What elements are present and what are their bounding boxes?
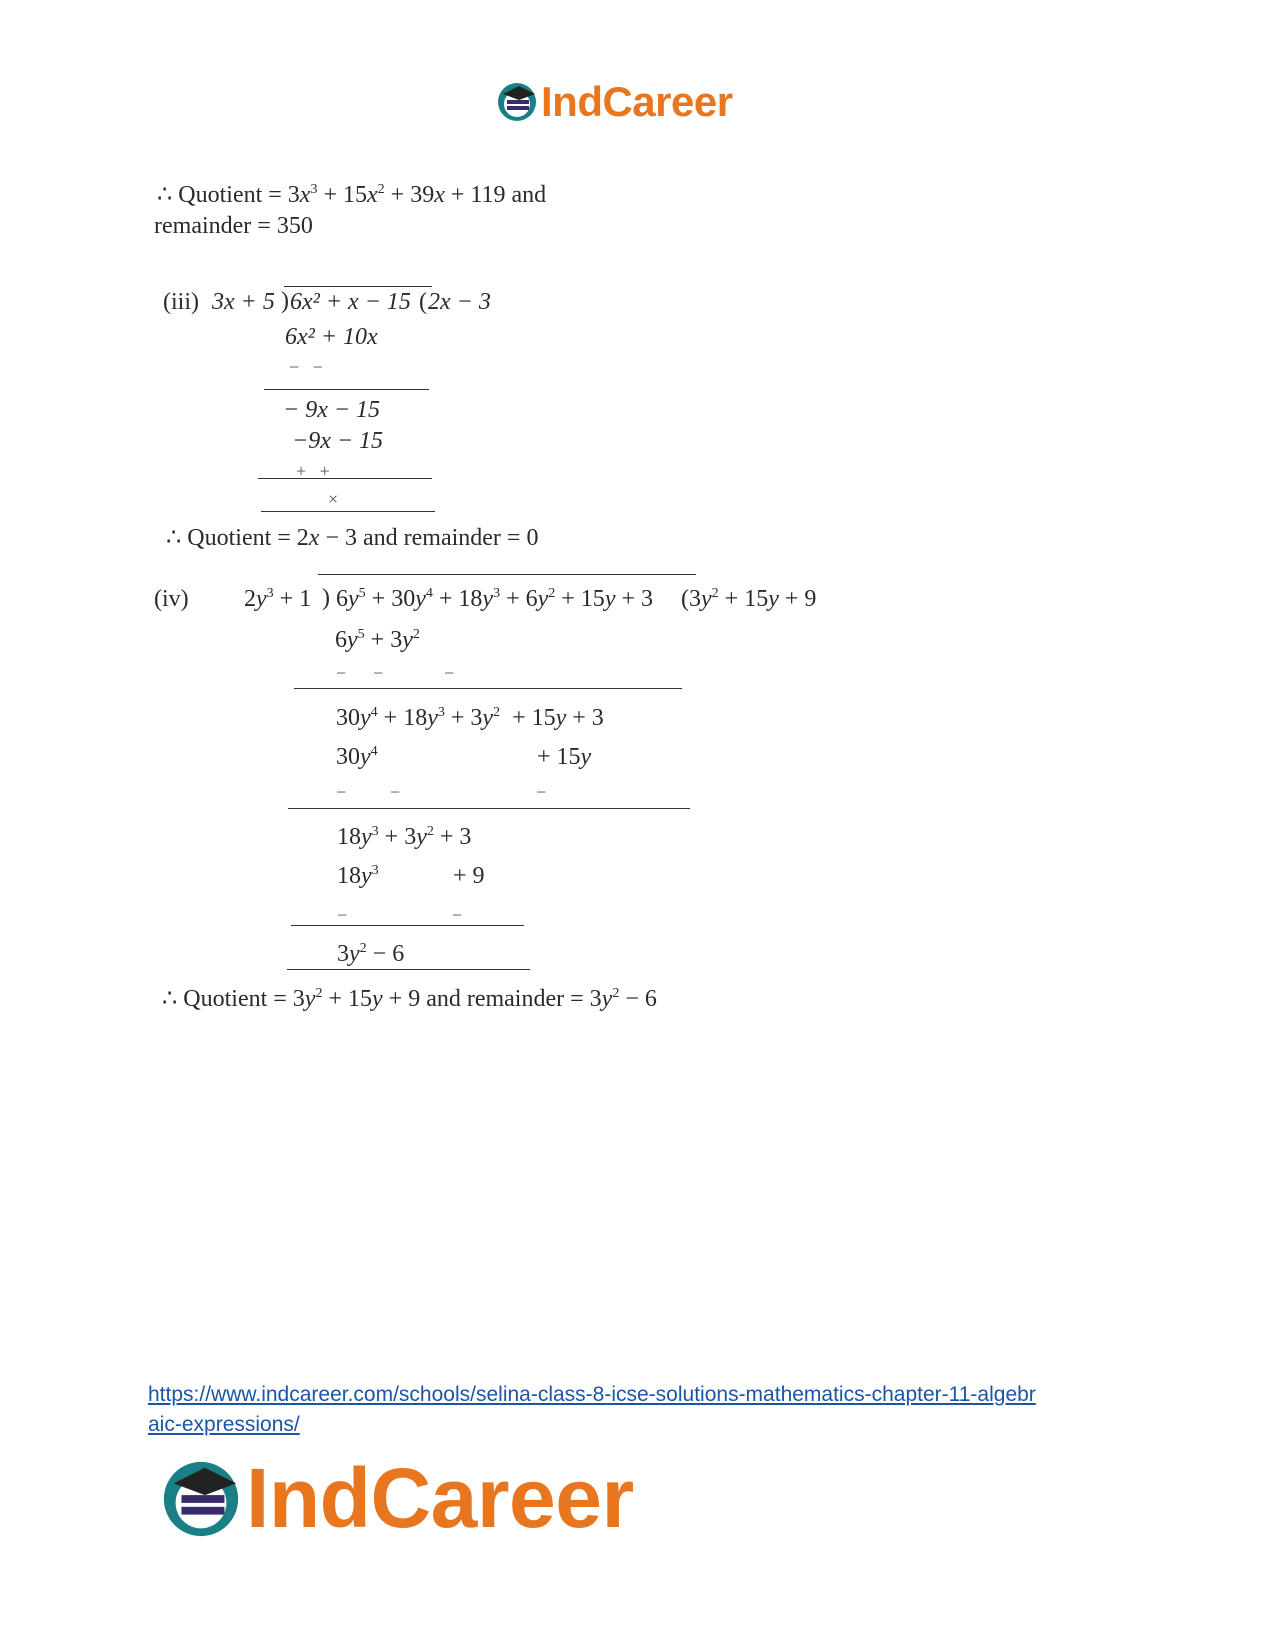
remainder-iv: $3y^2 - 6$ bbox=[337, 941, 405, 967]
step1-sign-a-iv: − bbox=[336, 663, 347, 683]
step1-signs-iii: − − bbox=[289, 357, 323, 377]
step1-sign-b-iv: − bbox=[373, 663, 384, 683]
rule-iv-3 bbox=[291, 925, 524, 926]
step5b-iv: + 9 bbox=[453, 863, 485, 889]
logo-text: IndCareer bbox=[541, 78, 733, 125]
step3-signs-iii: + + bbox=[296, 461, 330, 481]
step3b-iv: + 15y bbox=[537, 744, 592, 770]
step5-sign-b-iv: − bbox=[452, 905, 463, 925]
conjunction: and bbox=[505, 182, 547, 208]
footer-logo bbox=[158, 1450, 634, 1547]
rule-iii-1 bbox=[264, 389, 429, 390]
part-iii-label: (iii) bbox=[163, 289, 199, 315]
remainder-mark-iii: × bbox=[328, 489, 339, 509]
step2-iii: − 9x − 15 bbox=[283, 397, 381, 423]
step3a-iv: $30y^4$ bbox=[336, 744, 378, 770]
rule-iv-4 bbox=[287, 969, 530, 970]
step2-iv: $30y^4 + 18y^3 + 3y^2 + 15y + 3$ bbox=[336, 705, 604, 731]
remainder-value: 350 bbox=[276, 213, 313, 239]
logo-text: IndCareer bbox=[246, 1451, 634, 1545]
rule-iv-2 bbox=[288, 808, 690, 809]
dividend-iv: $6y^5 + 30y^4 + 18y^3 + 6y^2 + 15y + 3$ bbox=[336, 586, 654, 612]
quotient-bracket-iii: ( bbox=[419, 289, 427, 315]
source-url-line-2[interactable]: aic-expressions/ bbox=[148, 1413, 300, 1436]
header-logo bbox=[495, 78, 733, 126]
rule-iii-3 bbox=[261, 511, 435, 512]
dividend-iii: 6x² + x − 15 bbox=[290, 289, 411, 315]
rule-iii-2 bbox=[258, 478, 432, 479]
step1-iii: 6x² + 10x bbox=[285, 324, 378, 350]
divisor-iii: 3x + 5 bbox=[212, 289, 275, 315]
quotient-prefix: ∴ Quotient = bbox=[157, 182, 288, 208]
vinculum-iv bbox=[318, 574, 696, 575]
remainder-label: remainder = bbox=[154, 213, 277, 239]
quotient-expression: $3x^3 + 15x^2 + 39x + 119$ bbox=[287, 182, 506, 208]
step3-iii: −9x − 15 bbox=[292, 428, 384, 454]
quotient-iv: ($3y^2 + 15y + 9$ bbox=[681, 586, 817, 612]
source-url-line-1[interactable]: https://www.indcareer.com/schools/selina-class-8-icse-solutions-mathematics-chapter-11-algebr bbox=[148, 1383, 1036, 1406]
step3-sign-c-iv: − bbox=[536, 782, 547, 802]
graduation-cap-icon bbox=[158, 1456, 244, 1542]
quotient-line-ii bbox=[157, 183, 546, 207]
step5-sign-a-iv: − bbox=[337, 905, 348, 925]
quotient-iii: 2x − 3 bbox=[428, 289, 491, 315]
step1-iv: $6y^5 + 3y^2$ bbox=[335, 627, 420, 653]
source-url-link[interactable] bbox=[148, 1380, 1036, 1440]
step4-iv: $18y^3 + 3y^2 + 3$ bbox=[337, 824, 472, 850]
conclusion-iv: ∴ Quotient = $3y^2 + 15y + 9$ and remainder = $3y^2 - 6$ bbox=[162, 986, 657, 1012]
step3-sign-b-iv: − bbox=[390, 782, 401, 802]
bracket-iv: ) bbox=[322, 585, 330, 611]
step1-sign-c-iv: − bbox=[444, 663, 455, 683]
vinculum-iii bbox=[284, 286, 432, 287]
remainder-line-ii bbox=[154, 214, 313, 238]
divisor-iv: $2y^3 + 1$ bbox=[244, 586, 312, 612]
graduation-cap-icon bbox=[495, 80, 539, 124]
conclusion-iii: ∴ Quotient = 2x − 3 and remainder = 0 bbox=[166, 525, 539, 551]
step3-sign-a-iv: − bbox=[336, 782, 347, 802]
part-iv-label: (iv) bbox=[154, 586, 189, 612]
bracket-iii: ) bbox=[281, 288, 289, 314]
step5a-iv: $18y^3$ bbox=[337, 863, 379, 889]
rule-iv-1 bbox=[294, 688, 682, 689]
